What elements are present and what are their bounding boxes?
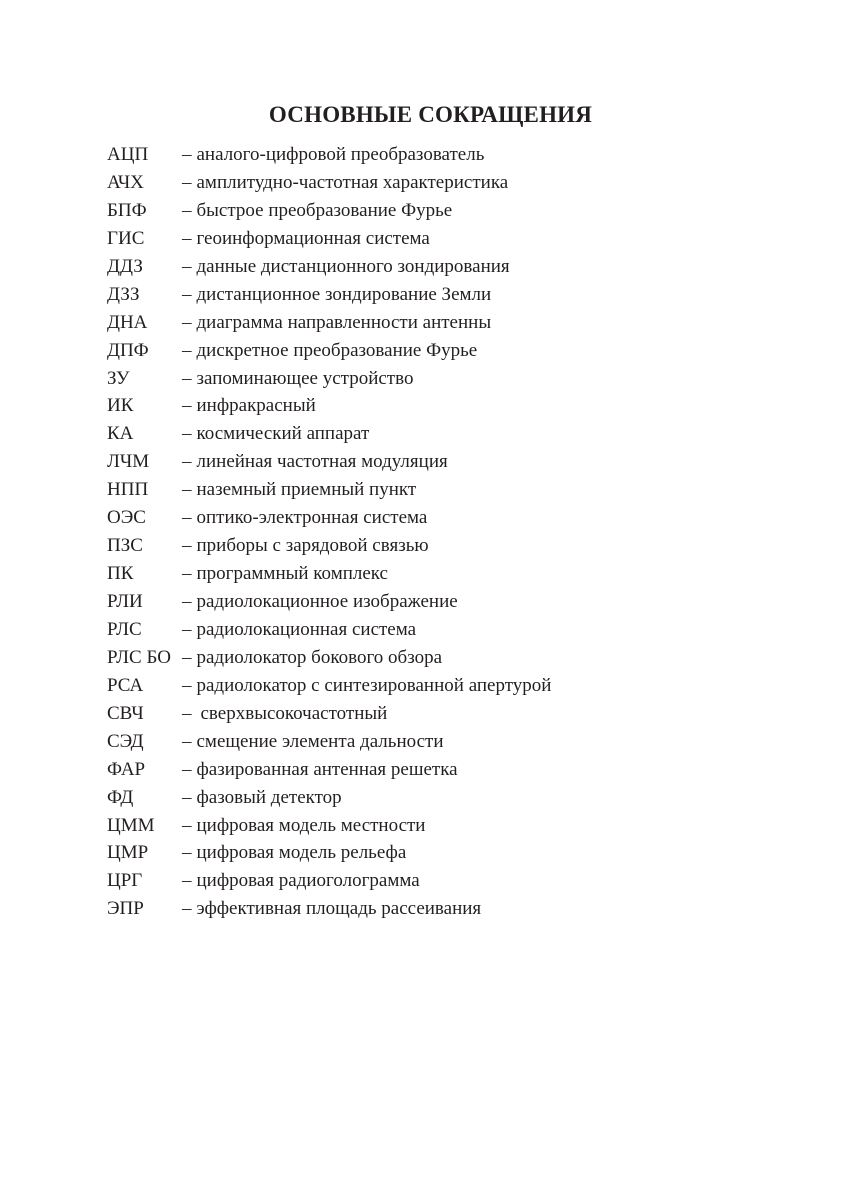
- abbreviation-row: [107, 448, 727, 476]
- abbreviation-list: [107, 141, 727, 923]
- abbreviation-term: СЭД: [107, 730, 144, 752]
- dash-separator: –: [182, 842, 192, 864]
- page-title: ОСНОВНЫЕ СОКРАЩЕНИЯ: [268, 102, 593, 128]
- abbreviation-row: [107, 420, 727, 448]
- abbreviation-row: [107, 337, 727, 365]
- abbreviation-row: [107, 728, 727, 756]
- abbreviation-term: АЦП: [107, 144, 149, 165]
- dash-separator: –: [182, 730, 192, 752]
- definition-text: космический аппарат: [196, 423, 370, 445]
- abbreviation-definition: [182, 281, 491, 309]
- dash-separator: –: [182, 395, 192, 417]
- abbreviation-term: ФАР: [107, 758, 146, 780]
- abbreviation-term: ГИС: [107, 227, 145, 249]
- dash-separator: –: [182, 563, 192, 585]
- dash-separator: –: [182, 591, 192, 612]
- abbreviation-definition: [182, 392, 316, 420]
- abbreviation-row: [107, 895, 727, 923]
- abbreviation-row: [107, 812, 727, 840]
- abbreviation-row: [107, 839, 727, 867]
- abbreviation-row: [107, 756, 727, 784]
- abbreviation-row: [107, 309, 727, 337]
- definition-text: диаграмма направленности антенны: [196, 311, 492, 333]
- definition-text: линейная частотная модуляция: [196, 451, 448, 473]
- abbreviation-term: ЦРГ: [107, 870, 143, 892]
- abbreviation-definition: [182, 560, 388, 588]
- definition-text: радиолокационная система: [196, 618, 417, 640]
- abbreviation-row: [107, 867, 727, 895]
- abbreviation-row: [107, 504, 727, 532]
- dash-separator: –: [182, 144, 192, 165]
- abbreviation-term: ЦМР: [107, 842, 149, 864]
- dash-separator: –: [182, 870, 192, 892]
- abbreviation-row: [107, 365, 727, 393]
- definition-text: цифровая радиоголограмма: [196, 870, 420, 892]
- abbreviation-definition: [182, 644, 442, 672]
- abbreviation-definition: [182, 476, 416, 504]
- abbreviation-term: ДНА: [107, 311, 148, 333]
- definition-text: запоминающее устройство: [196, 367, 414, 389]
- abbreviation-definition: [182, 504, 427, 532]
- definition-text: дискретное преобразование Фурье: [196, 339, 478, 361]
- abbreviation-row: [107, 253, 727, 281]
- abbreviation-term: ЗУ: [107, 367, 130, 389]
- abbreviation-definition: [182, 672, 551, 700]
- definition-text: сверхвысокочастотный: [200, 702, 388, 724]
- abbreviation-definition: [182, 616, 416, 644]
- abbreviation-definition: [182, 225, 430, 253]
- abbreviation-row: [107, 476, 727, 504]
- dash-separator: –: [182, 758, 192, 780]
- abbreviation-term: КА: [107, 423, 134, 445]
- abbreviation-term: БПФ: [107, 199, 147, 221]
- abbreviation-row: [107, 141, 727, 169]
- definition-text: эффективная площадь рассеивания: [196, 898, 482, 920]
- definition-text: оптико-электронная система: [196, 507, 428, 529]
- abbreviation-term: ФД: [107, 786, 134, 808]
- abbreviation-term: ЭПР: [107, 898, 144, 920]
- abbreviation-row: [107, 616, 727, 644]
- dash-separator: –: [182, 367, 192, 389]
- dash-separator: –: [182, 674, 192, 696]
- definition-text: смещение элемента дальности: [196, 730, 444, 752]
- definition-text: наземный приемный пункт: [196, 479, 417, 501]
- abbreviation-row: [107, 672, 727, 700]
- dash-separator: –: [182, 423, 192, 445]
- abbreviation-definition: [182, 169, 508, 197]
- definition-text: амплитудно-частотная характеристика: [196, 171, 509, 193]
- dash-separator: –: [182, 507, 192, 529]
- abbreviation-row: [107, 225, 727, 253]
- dash-separator: –: [182, 255, 192, 277]
- abbreviation-term: СВЧ: [107, 702, 144, 724]
- definition-text: цифровая модель рельефа: [196, 842, 407, 864]
- abbreviation-row: [107, 281, 727, 309]
- definition-text: быстрое преобразование Фурье: [196, 199, 453, 221]
- definition-text: приборы с зарядовой связью: [196, 535, 429, 557]
- abbreviation-definition: [182, 588, 458, 616]
- dash-separator: –: [182, 227, 192, 249]
- abbreviation-term: ДДЗ: [107, 255, 143, 277]
- definition-text: фазовый детектор: [196, 786, 342, 808]
- abbreviation-definition: [182, 812, 425, 840]
- abbreviation-definition: [182, 420, 369, 448]
- abbreviation-definition: [182, 895, 481, 923]
- abbreviation-term: ИК: [107, 395, 134, 417]
- abbreviation-term: РСА: [107, 674, 144, 696]
- dash-separator: –: [182, 618, 192, 640]
- abbreviation-term: ПЗС: [107, 535, 143, 557]
- abbreviation-row: [107, 784, 727, 812]
- abbreviation-definition: [182, 365, 413, 393]
- abbreviation-definition: [182, 839, 406, 867]
- abbreviation-row: [107, 392, 727, 420]
- abbreviation-row: [107, 532, 727, 560]
- abbreviation-row: [107, 169, 727, 197]
- dash-separator: –: [182, 171, 192, 193]
- abbreviation-term: НПП: [107, 479, 149, 501]
- definition-text: программный комплекс: [196, 563, 388, 585]
- abbreviation-definition: [182, 309, 491, 337]
- dash-separator: –: [182, 814, 192, 836]
- definition-text: геоинформационная система: [196, 227, 430, 249]
- definition-text: радиолокатор с синтезированной апертурой: [196, 674, 552, 696]
- definition-text: радиолокатор бокового обзора: [196, 646, 443, 668]
- abbreviation-term: ОЭС: [107, 507, 146, 529]
- abbreviation-definition: [182, 448, 448, 476]
- abbreviation-definition: [182, 867, 420, 895]
- abbreviation-definition: [182, 700, 387, 728]
- abbreviation-term: ДПФ: [107, 339, 149, 361]
- dash-separator: –: [182, 786, 192, 808]
- abbreviation-term: ДЗЗ: [107, 283, 140, 305]
- abbreviation-row: [107, 560, 727, 588]
- dash-separator: –: [182, 339, 192, 361]
- abbreviation-term: АЧХ: [107, 171, 144, 193]
- definition-text: инфракрасный: [196, 395, 316, 417]
- abbreviation-definition: [182, 756, 458, 784]
- abbreviation-term: ЦММ: [107, 814, 155, 836]
- abbreviation-definition: [182, 253, 510, 281]
- dash-separator: –: [182, 702, 192, 724]
- abbreviation-term: ПК: [107, 563, 134, 585]
- abbreviation-term: РЛИ: [107, 591, 143, 612]
- abbreviation-term: РЛС: [107, 618, 142, 640]
- definition-text: данные дистанционного зондирования: [196, 255, 510, 277]
- abbreviation-definition: [182, 337, 477, 365]
- dash-separator: –: [182, 311, 192, 333]
- abbreviation-definition: [182, 532, 429, 560]
- abbreviation-term: ЛЧМ: [107, 451, 150, 473]
- dash-separator: –: [182, 898, 192, 920]
- definition-text: фазированная антенная решетка: [196, 758, 458, 780]
- definition-text: цифровая модель местности: [196, 814, 426, 836]
- abbreviation-definition: [182, 141, 484, 169]
- abbreviation-row: [107, 700, 727, 728]
- dash-separator: –: [182, 535, 192, 557]
- dash-separator: –: [182, 479, 192, 501]
- definition-text: аналого-цифровой преобразователь: [196, 144, 485, 165]
- dash-separator: –: [182, 646, 192, 668]
- dash-separator: –: [182, 199, 192, 221]
- dash-separator: –: [182, 283, 192, 305]
- abbreviation-definition: [182, 197, 452, 225]
- abbreviation-definition: [182, 784, 342, 812]
- abbreviation-row: [107, 644, 727, 672]
- definition-text: дистанционное зондирование Земли: [196, 283, 492, 305]
- dash-separator: –: [182, 451, 192, 473]
- abbreviation-row: [107, 197, 727, 225]
- abbreviation-row: [107, 588, 727, 616]
- abbreviation-definition: [182, 728, 444, 756]
- abbreviation-term: РЛС БО: [107, 646, 171, 668]
- definition-text: радиолокационное изображение: [196, 591, 458, 612]
